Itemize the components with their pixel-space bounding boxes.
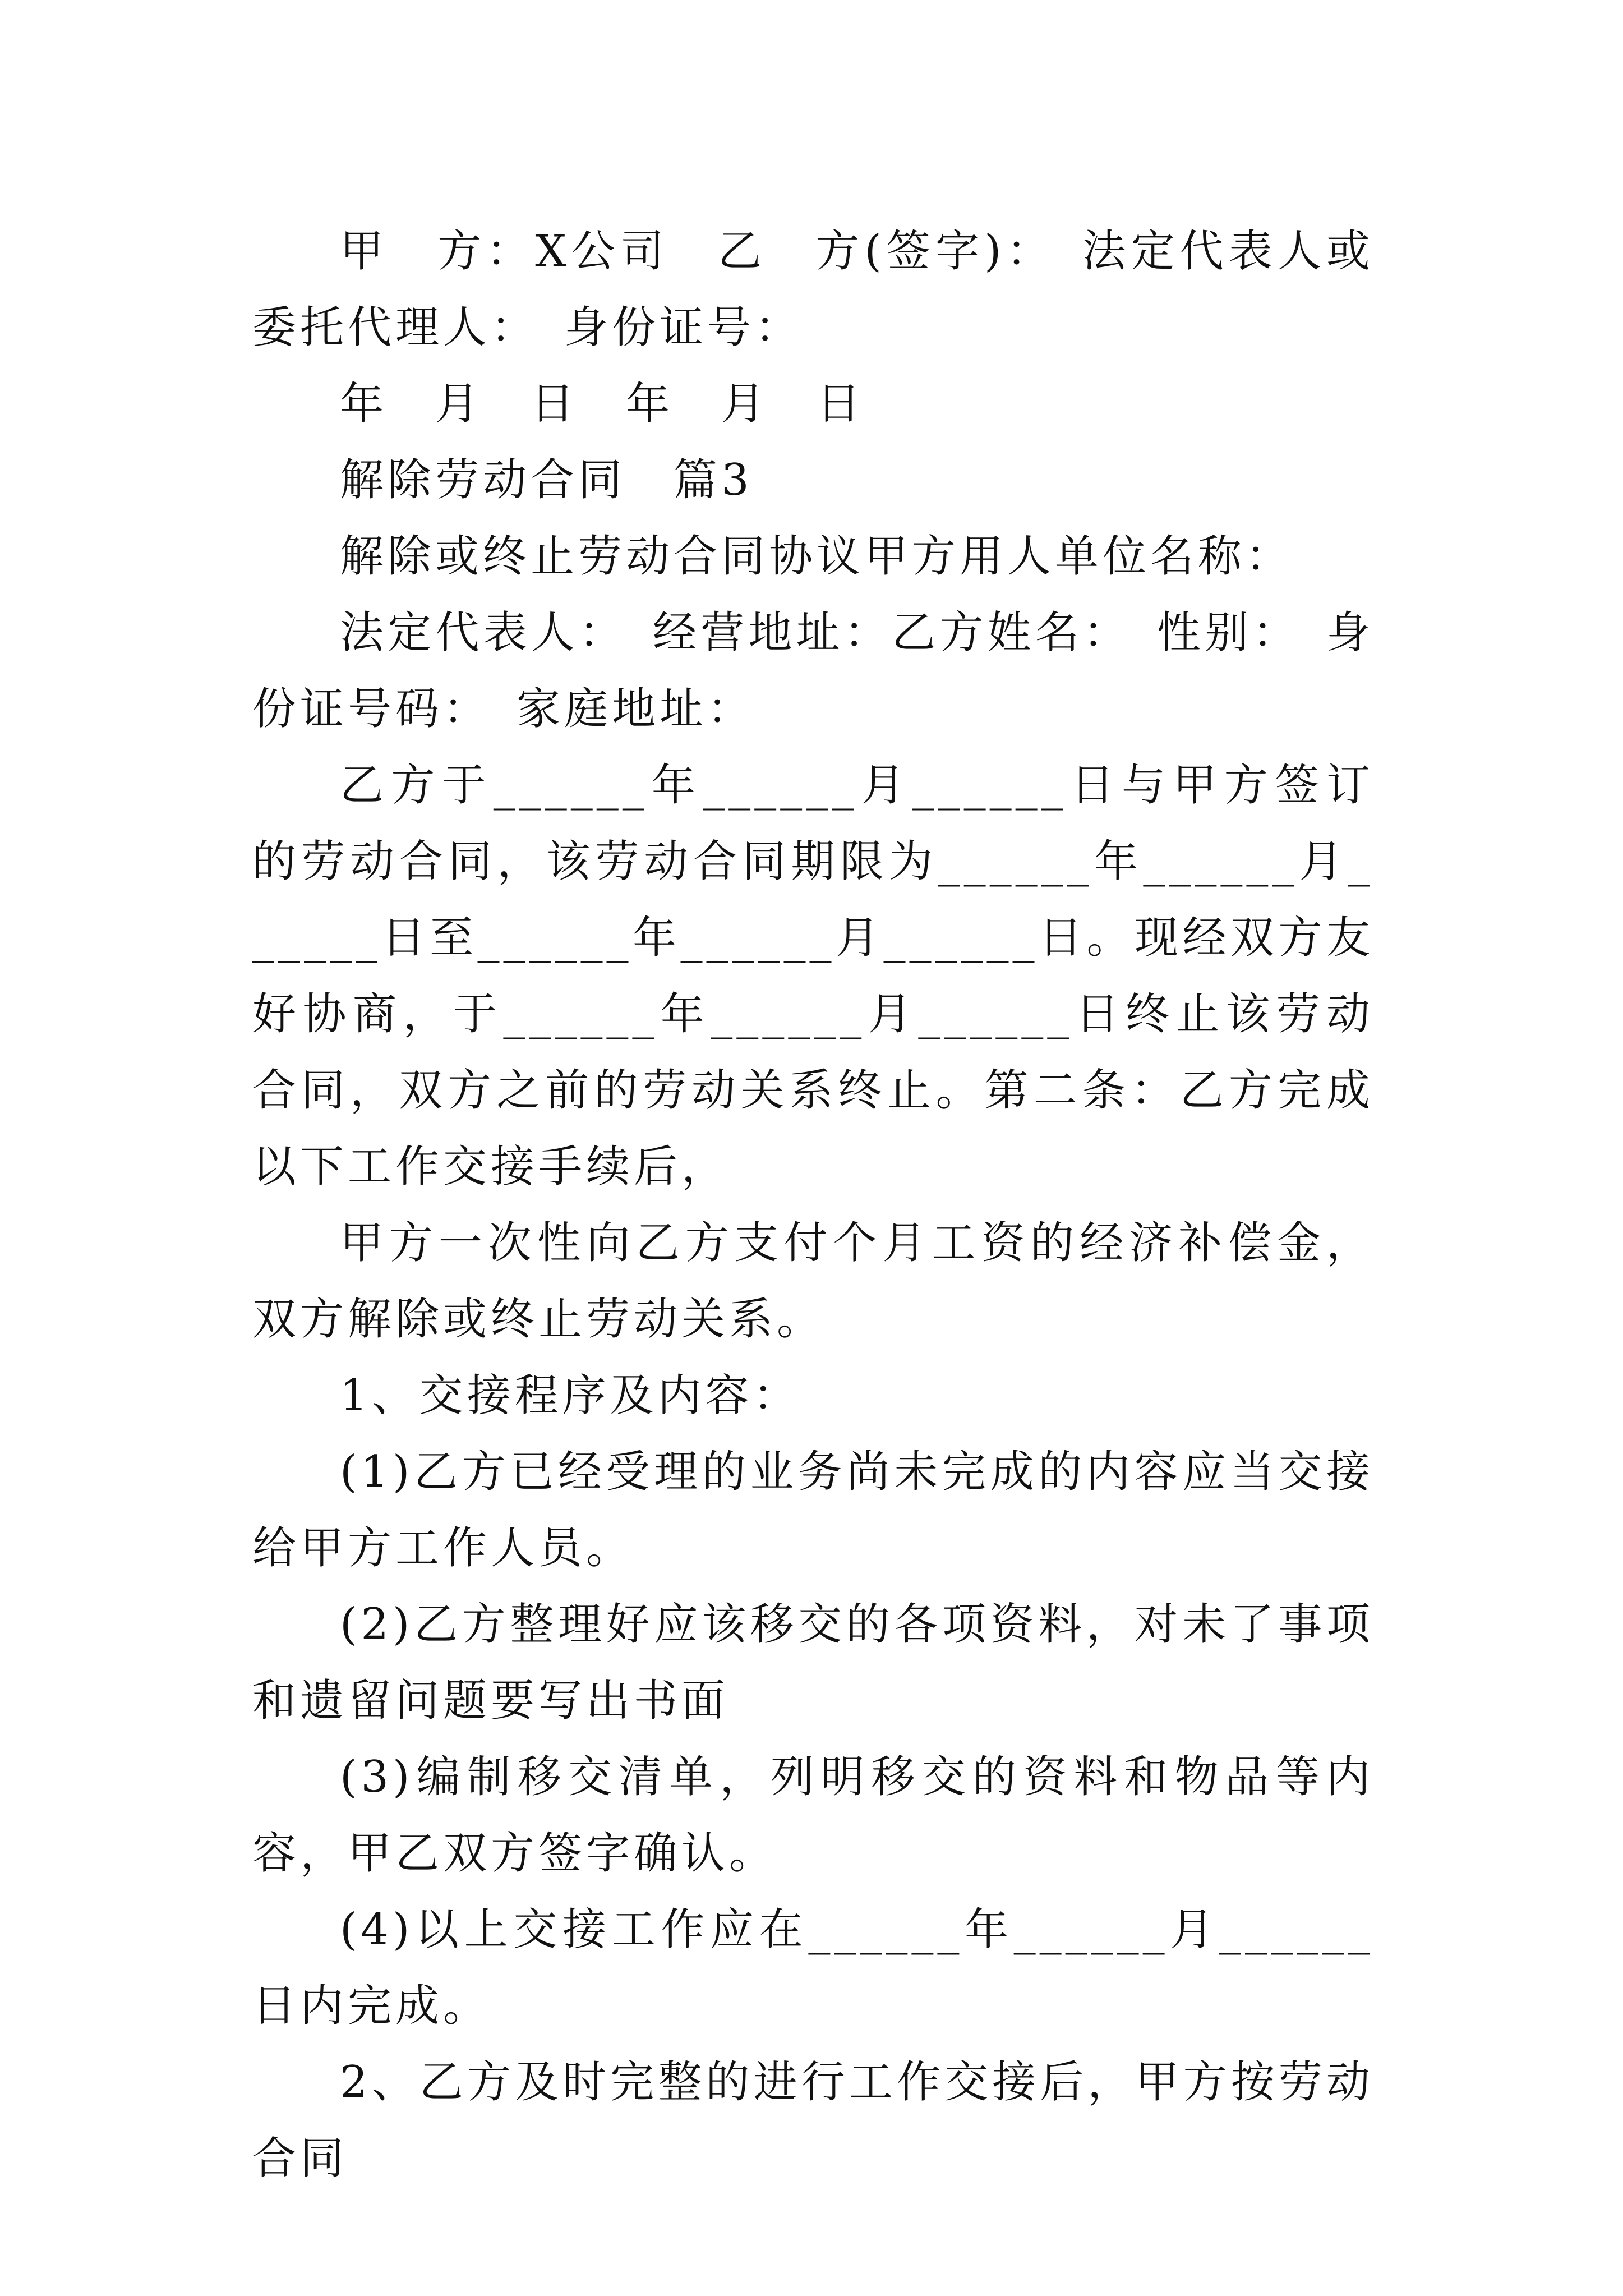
- handover-item-4: (4)以上交接工作应在______年______月______日内完成。: [252, 1904, 1374, 2031]
- compensation-paragraph: 甲方一次性向乙方支付个月工资的经济补偿金，双方解除或终止劳动关系。: [252, 1218, 1374, 1345]
- section-heading: 解除劳动合同 篇3: [340, 455, 753, 505]
- handover-item-3: (3)编制移交清单，列明移交的资料和物品等内容，甲乙双方签字确认。: [252, 1752, 1374, 1879]
- handover-heading: 1、交接程序及内容：: [340, 1370, 801, 1421]
- clause-2-paragraph: 2、乙方及时完整的进行工作交接后，甲方按劳动合同: [252, 2057, 1374, 2184]
- contract-term-paragraph: 乙方于______年______月______日与甲方签订的劳动合同，该劳动合同期限为______年______月______日至______年______月______日。现经双方友好协商，于______年______月______日终止该劳动合同，双方之前的劳动关系终止。第二条：乙方完成以下工作交接手续后，: [252, 760, 1374, 1192]
- party-info-paragraph: 法定代表人： 经营地址：乙方姓名： 性别： 身份证号码： 家庭地址：: [252, 608, 1374, 734]
- agreement-title-line: 解除或终止劳动合同协议甲方用人单位名称：: [340, 531, 1294, 582]
- party-signature-paragraph: 甲 方：X公司 乙 方(签字)： 法定代表人或委托代理人： 身份证号：: [252, 226, 1374, 353]
- document-body: [252, 213, 1374, 2197]
- handover-item-2: (2)乙方整理好应该移交的各项资料，对未了事项和遗留问题要写出书面: [252, 1599, 1374, 1726]
- handover-item-1: (1)乙方已经受理的业务尚未完成的内容应当交接给甲方工作人员。: [252, 1447, 1374, 1573]
- date-line: 年 月 日 年 月 日: [340, 379, 865, 429]
